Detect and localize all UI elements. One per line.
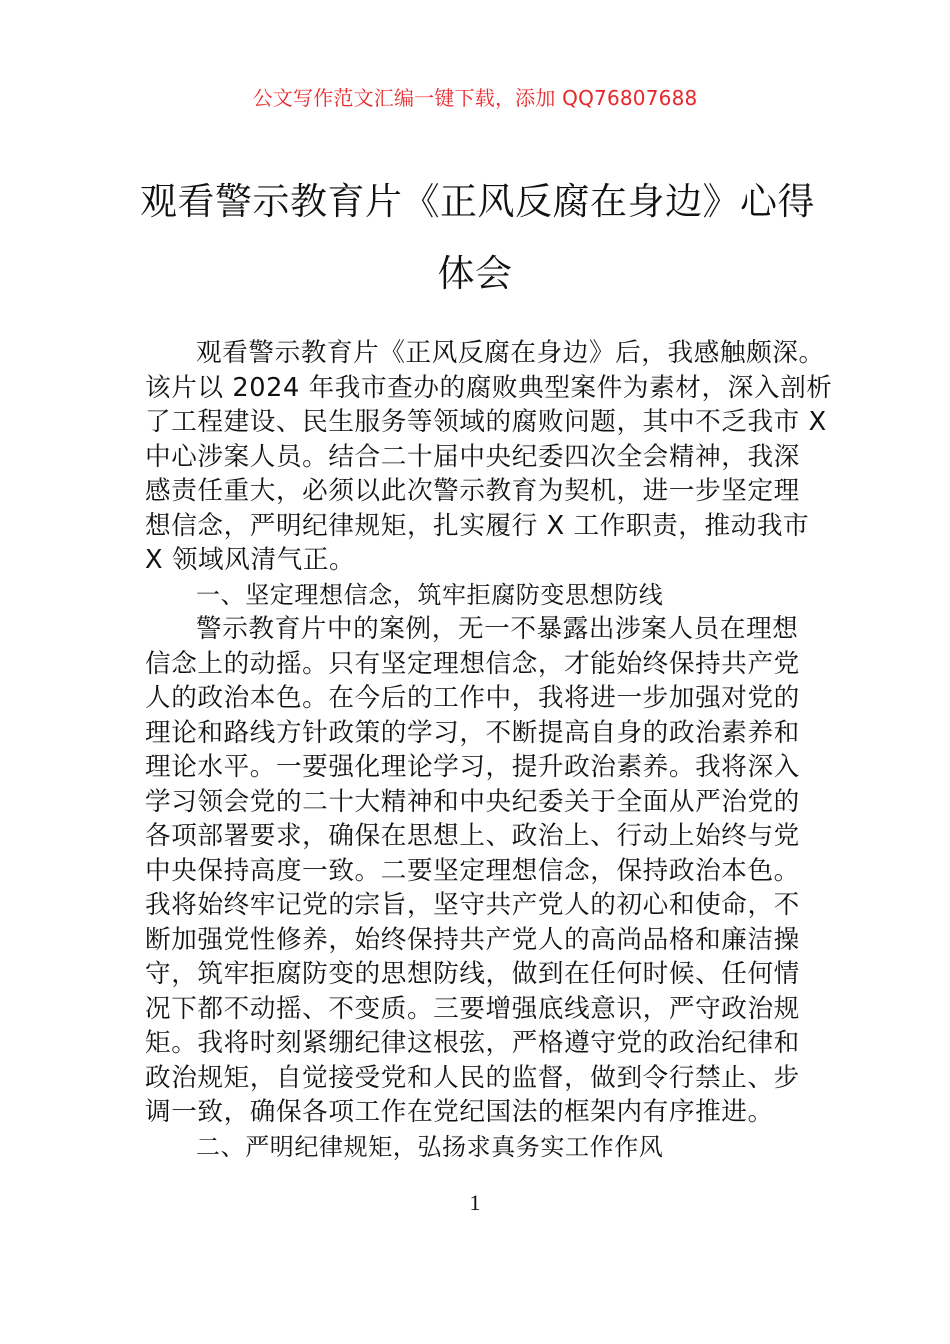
title-line-2: 体会 (437, 252, 513, 295)
paragraph-1-line: 中心涉案人员。结合二十届中央纪委四次全会精神，我深 (145, 441, 800, 472)
page-number: 1 (469, 1190, 481, 1215)
paragraph-2-line: 矩。我将时刻紧绷纪律这根弦，严格遵守党的政治纪律和 (145, 1028, 800, 1058)
paragraph-2-line: 况下都不动摇、不变质。三要增强底线意识，严守政治规 (145, 993, 800, 1024)
paragraph-2-line: 理论水平。一要强化理论学习，提升政治素养。我将深入 (145, 752, 800, 782)
title-line-1: 观看警示教育片《正风反腐在身边》心得 (140, 180, 815, 223)
section-heading-2: 二、严明纪律规矩，弘扬求真务实工作作风 (196, 1132, 664, 1161)
paragraph-1-line: 想信念，严明纪律规矩，扎实履行 X 工作职责，推动我市 (145, 510, 810, 541)
paragraph-1-line: 了工程建设、民生服务等领域的腐败问题，其中不乏我市 X (145, 407, 827, 437)
paragraph-2-line: 断加强党性修养，始终保持共产党人的高尚品格和廉洁操 (145, 924, 800, 955)
paragraph-2-line: 学习领会党的二十大精神和中央纪委关于全面从严治党的 (145, 786, 800, 817)
section-heading-1: 一、坚定理想信念，筑牢拒腐防变思想防线 (196, 580, 664, 609)
paragraph-2-line: 警示教育片中的案例，无一不暴露出涉案人员在理想 (196, 614, 799, 644)
paragraph-1-line: 该片以 2024 年我市查办的腐败典型案件为素材，深入剖析 (145, 372, 833, 403)
paragraph-2-line: 各项部署要求，确保在思想上、政治上、行动上始终与党 (145, 821, 800, 851)
download-banner: 公文写作范文汇编一键下载，添加 QQ76807688 (252, 86, 698, 110)
paragraph-2-line: 中央保持高度一致。二要坚定理想信念，保持政治本色。 (145, 855, 800, 886)
paragraph-2-line: 调一致，确保各项工作在党纪国法的框架内有序推进。 (145, 1097, 774, 1127)
paragraph-2-line: 政治规矩，自觉接受党和人民的监督，做到令行禁止、步 (145, 1062, 800, 1093)
paragraph-2-line: 我将始终牢记党的宗旨，坚守共产党人的初心和使命，不 (145, 890, 800, 920)
document-body (145, 336, 833, 1164)
paragraph-2-line: 人的政治本色。在今后的工作中，我将进一步加强对党的 (145, 683, 800, 713)
paragraph-2-line: 理论和路线方针政策的学习，不断提高自身的政治素养和 (145, 717, 800, 748)
paragraph-1-line: X 领域风清气正。 (145, 545, 356, 575)
document-title (140, 166, 815, 310)
paragraph-1-line: 感责任重大，必须以此次警示教育为契机，进一步坚定理 (145, 476, 800, 506)
paragraph-2-line: 守，筑牢拒腐防变的思想防线，做到在任何时候、任何情 (145, 959, 800, 989)
paragraph-2-line: 信念上的动摇。只有坚定理想信念，才能始终保持共产党 (145, 648, 800, 679)
paragraph-1-line: 观看警示教育片《正风反腐在身边》后，我感触颇深。 (196, 338, 825, 368)
